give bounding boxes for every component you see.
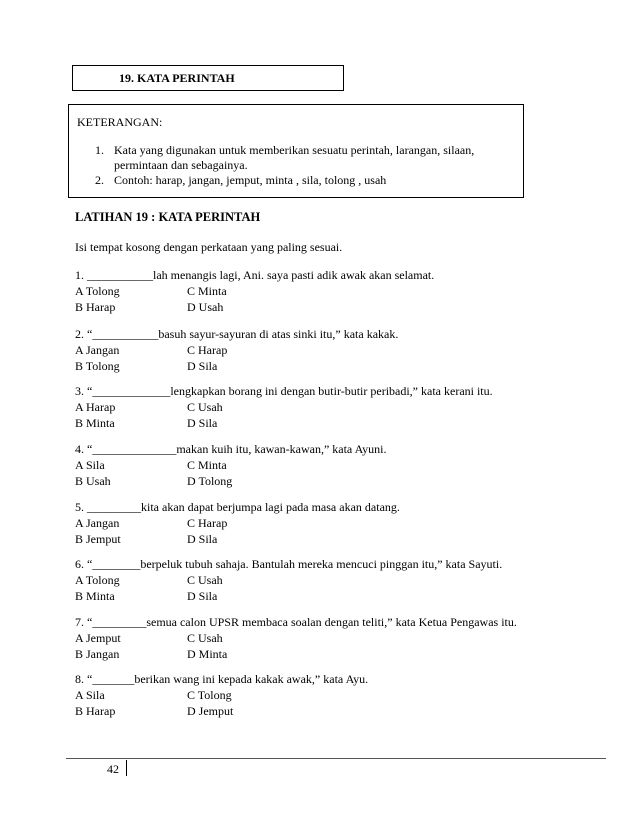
note-item bbox=[95, 143, 505, 173]
notes-box bbox=[68, 104, 524, 198]
option-a: A Jangan bbox=[75, 516, 120, 530]
option-a: A Sila bbox=[75, 458, 105, 472]
option-row bbox=[75, 415, 595, 431]
option-row bbox=[75, 572, 595, 588]
page-title: 19. KATA PERINTAH bbox=[119, 71, 235, 85]
exercise-instruction: Isi tempat kosong dengan perkataan yang paling sesuai. bbox=[75, 240, 343, 254]
option-row bbox=[75, 299, 595, 315]
option-row bbox=[75, 687, 595, 703]
option-a: A Harap bbox=[75, 400, 116, 414]
option-row bbox=[75, 473, 595, 489]
question bbox=[75, 614, 595, 662]
option-row bbox=[75, 457, 595, 473]
option-c: C Minta bbox=[187, 284, 227, 298]
option-b: B Tolong bbox=[75, 359, 120, 373]
question bbox=[75, 499, 595, 547]
note-item bbox=[95, 173, 505, 188]
option-d: D Sila bbox=[187, 589, 218, 603]
page-number-separator bbox=[126, 760, 127, 776]
option-row bbox=[75, 588, 595, 604]
question bbox=[75, 383, 595, 431]
option-d: D Sila bbox=[187, 359, 218, 373]
option-a: A Jemput bbox=[75, 631, 121, 645]
notes-list bbox=[95, 143, 505, 188]
question-text: 2. “___________basuh sayur-sayuran di atas sinki itu,” kata kakak. bbox=[75, 327, 399, 341]
option-d: D Sila bbox=[187, 532, 218, 546]
option-c: C Tolong bbox=[187, 688, 232, 702]
option-a: A Tolong bbox=[75, 284, 120, 298]
option-b: B Jemput bbox=[75, 532, 121, 546]
option-c: C Usah bbox=[187, 631, 223, 645]
option-row bbox=[75, 358, 595, 374]
option-b: B Harap bbox=[75, 300, 116, 314]
question-text: 8. “_______berikan wang ini kepada kakak awak,” kata Ayu. bbox=[75, 672, 369, 686]
question bbox=[75, 267, 595, 315]
option-c: C Harap bbox=[187, 516, 228, 530]
option-d: D Tolong bbox=[187, 474, 233, 488]
option-b: B Usah bbox=[75, 474, 111, 488]
option-d: D Jemput bbox=[187, 704, 234, 718]
question bbox=[75, 671, 595, 719]
option-row bbox=[75, 531, 595, 547]
notes-heading: KETERANGAN: bbox=[77, 115, 163, 129]
option-c: C Minta bbox=[187, 458, 227, 472]
option-a: A Sila bbox=[75, 688, 105, 702]
option-c: C Usah bbox=[187, 573, 223, 587]
question bbox=[75, 326, 595, 374]
option-row bbox=[75, 399, 595, 415]
option-b: B Jangan bbox=[75, 647, 120, 661]
question bbox=[75, 556, 595, 604]
option-c: C Harap bbox=[187, 343, 228, 357]
note-text: Contoh: harap, jangan, jemput, minta , sila, tolong , usah bbox=[114, 173, 387, 187]
exercise-title: LATIHAN 19 : KATA PERINTAH bbox=[75, 210, 261, 224]
title-box bbox=[72, 65, 344, 91]
option-a: A Tolong bbox=[75, 573, 120, 587]
option-b: B Harap bbox=[75, 704, 116, 718]
option-row bbox=[75, 630, 595, 646]
option-row bbox=[75, 646, 595, 662]
note-number: 2. bbox=[95, 173, 104, 187]
option-row bbox=[75, 703, 595, 719]
question bbox=[75, 441, 595, 489]
option-d: D Usah bbox=[187, 300, 224, 314]
option-row bbox=[75, 342, 595, 358]
question-text: 6. “________berpeluk tubuh sahaja. Bantulah mereka mencuci pinggan itu,” kata Sayuti. bbox=[75, 557, 503, 571]
page-number: 42 bbox=[107, 762, 119, 776]
option-a: A Jangan bbox=[75, 343, 120, 357]
question-text: 3. “_____________lengkapkan borang ini dengan butir-butir peribadi,” kata kerani itu. bbox=[75, 384, 493, 398]
option-row bbox=[75, 515, 595, 531]
option-b: B Minta bbox=[75, 416, 115, 430]
option-d: D Minta bbox=[187, 647, 228, 661]
question-text: 4. “______________makan kuih itu, kawan-kawan,” kata Ayuni. bbox=[75, 442, 387, 456]
note-number: 1. bbox=[95, 143, 104, 157]
question-text: 5. _________kita akan dapat berjumpa lagi pada masa akan datang. bbox=[75, 500, 400, 514]
option-c: C Usah bbox=[187, 400, 223, 414]
option-row bbox=[75, 283, 595, 299]
option-b: B Minta bbox=[75, 589, 115, 603]
option-d: D Sila bbox=[187, 416, 218, 430]
footer-divider bbox=[66, 758, 606, 759]
question-text: 1. ___________lah menangis lagi, Ani. saya pasti adik awak akan selamat. bbox=[75, 268, 435, 282]
note-text: Kata yang digunakan untuk memberikan sesuatu perintah, larangan, silaan, permintaan dan sebagainya. bbox=[114, 143, 475, 172]
question-text: 7. “_________semua calon UPSR membaca soalan dengan teliti,” kata Ketua Pengawas itu. bbox=[75, 615, 517, 629]
